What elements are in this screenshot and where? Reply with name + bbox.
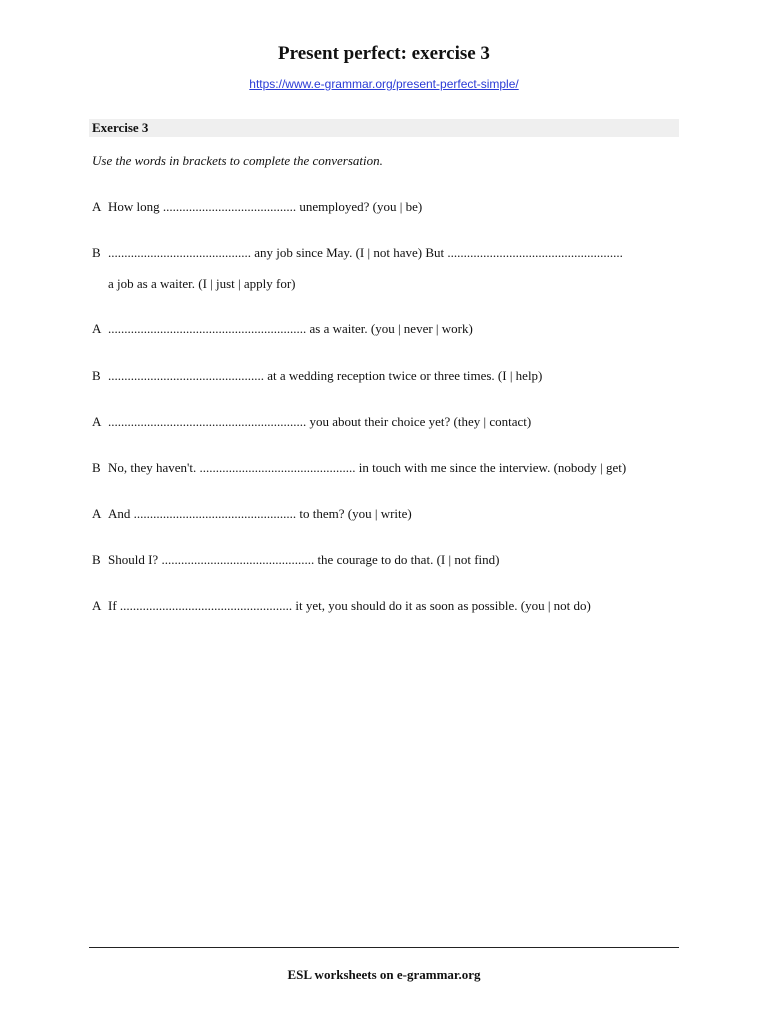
- source-link[interactable]: https://www.e-grammar.org/present-perfect-simple/: [249, 77, 519, 91]
- speaker-label: A: [92, 199, 102, 214]
- speaker-label: A: [92, 414, 102, 429]
- line-text: ............................................................. you about their choice yet? (they | contact): [108, 414, 532, 429]
- source-url: [0, 76, 768, 92]
- line-text: No, they haven't. ................................................ in touch with me since the interview. (nobody | get): [108, 460, 627, 475]
- dialogue-line: [92, 505, 412, 523]
- dialogue-line-continuation: [92, 275, 296, 293]
- dialogue-line: [92, 320, 473, 338]
- dialogue-line: [92, 597, 591, 615]
- speaker-label: B: [92, 460, 101, 475]
- exercise-title: Exercise 3: [92, 120, 149, 135]
- page-title: Present perfect: exercise 3: [278, 43, 490, 64]
- line-text: How long ......................................... unemployed? (you | be): [108, 199, 423, 214]
- line-text: ............................................................. as a waiter. (you | never | work): [108, 321, 473, 336]
- footer-text: ESL worksheets on e-grammar.org: [287, 967, 481, 982]
- speaker-label: B: [92, 368, 101, 383]
- speaker-label: A: [92, 598, 102, 613]
- line-text: And .................................................. to them? (you | write): [108, 506, 412, 521]
- exercise-header-bar: [89, 119, 679, 137]
- dialogue-line: [92, 244, 623, 262]
- line-text: ............................................ any job since May. (I | not have) But ......................................................: [108, 245, 623, 260]
- speaker-label: A: [92, 321, 102, 336]
- dialogue-line: [92, 198, 422, 216]
- speaker-label: A: [92, 506, 102, 521]
- dialogue-line: [92, 367, 542, 385]
- speaker-label: B: [92, 245, 101, 260]
- footer-divider: [89, 947, 679, 948]
- line-text: If ..................................................... it yet, you should do it as soon as possible. (you | not do): [108, 598, 591, 613]
- line-text: ................................................ at a wedding reception twice or three times. (I | help): [108, 368, 543, 383]
- speaker-label: B: [92, 552, 101, 567]
- dialogue-line: [92, 459, 626, 477]
- dialogue-line: [92, 551, 499, 569]
- dialogue-line: [92, 413, 531, 431]
- line-text: a job as a waiter. (I | just | apply for): [108, 276, 296, 291]
- line-text: Should I? ............................................... the courage to do that. (I | not find): [108, 552, 500, 567]
- exercise-instruction: Use the words in brackets to complete the conversation.: [92, 153, 383, 168]
